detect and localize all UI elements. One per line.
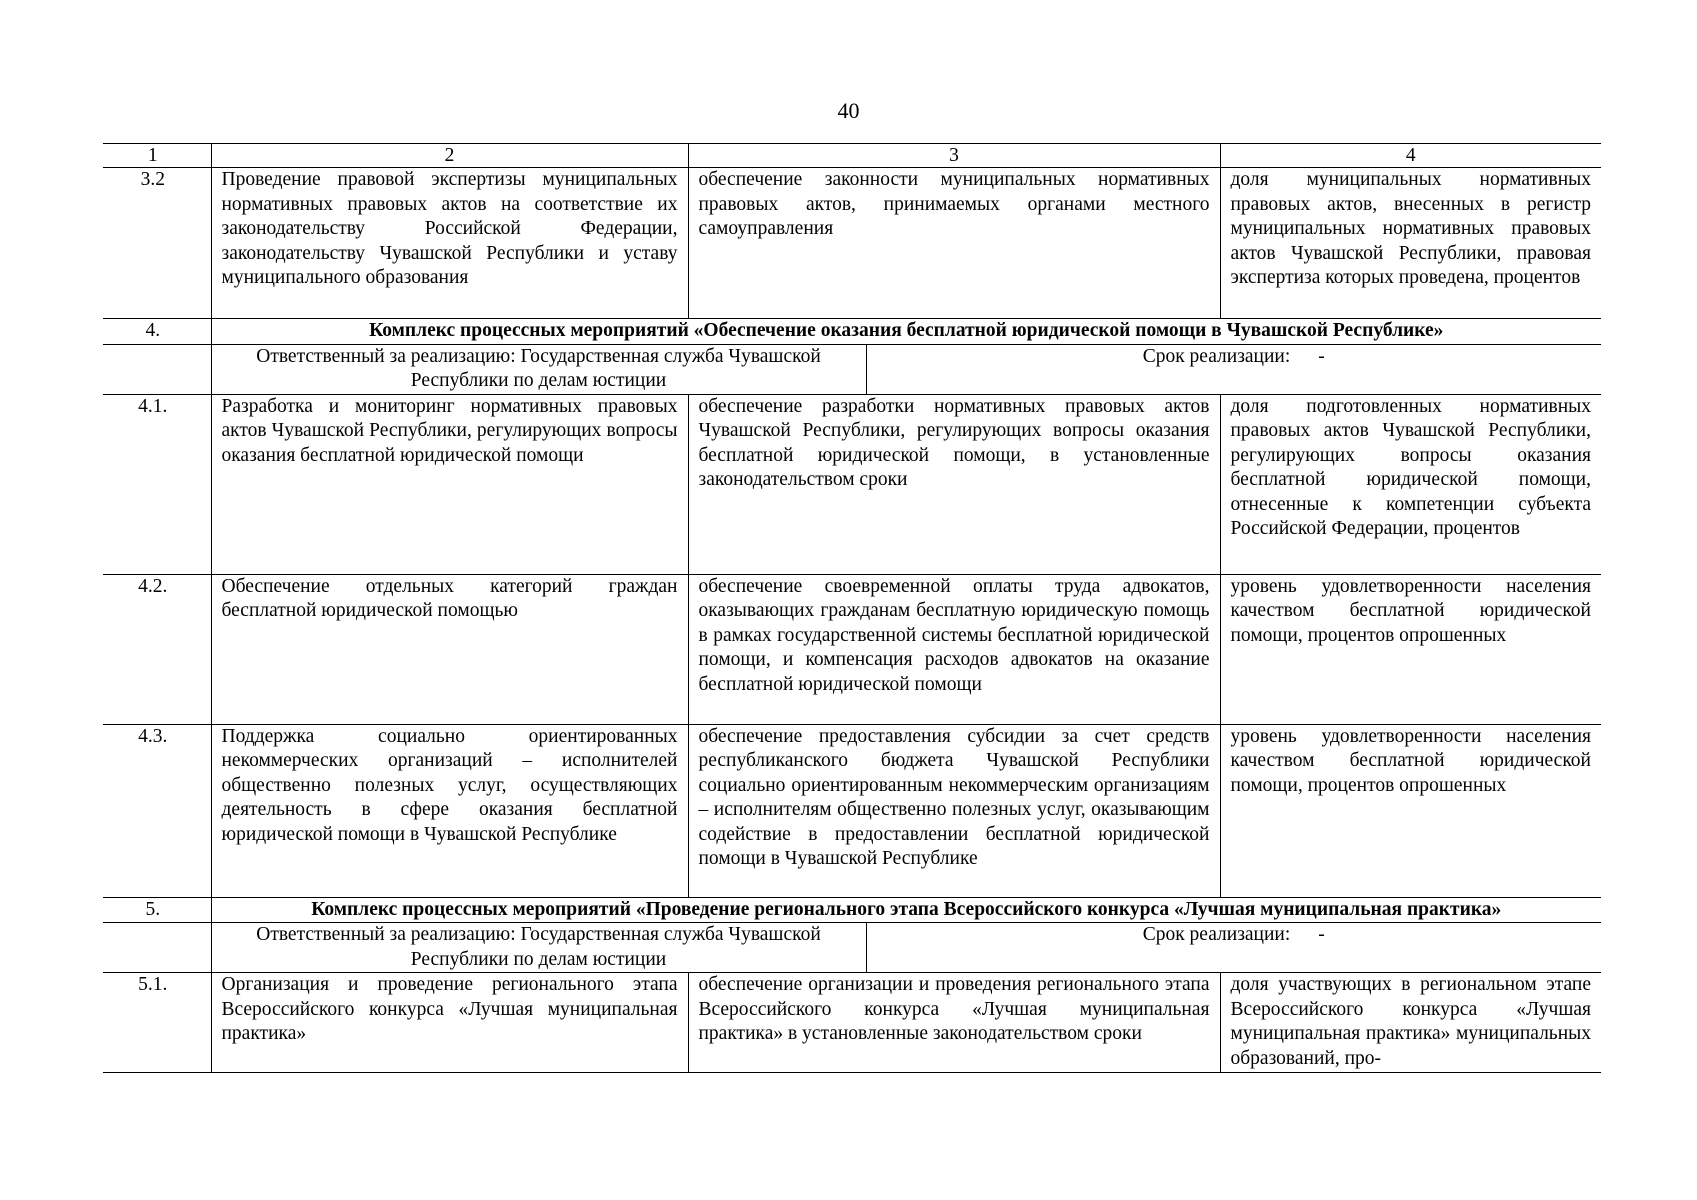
column-header-3: 3 [688, 144, 1220, 168]
column-header-4: 4 [1220, 144, 1601, 168]
row-number: 3.2 [103, 168, 211, 319]
empty-cell [103, 344, 211, 394]
goal-cell: обеспечение разработки нормативных правовых актов Чувашской Республики, регулирующих вопросы оказания бесплатной юридической помощи, в установленные законодательством сроки [688, 394, 1220, 574]
indicator-cell: доля участвующих в региональном этапе Всероссийского конкурса «Лучшая муниципальная практика» муниципальных образований, про- [1220, 973, 1601, 1073]
table-row [103, 724, 1601, 897]
section-title: Комплекс процессных мероприятий «Проведение регионального этапа Всероссийского конкурса «Лучшая муниципальная практика» [211, 897, 1601, 923]
action-cell: Обеспечение отдельных категорий граждан бесплатной юридической помощью [211, 574, 688, 724]
row-number: 4.1. [103, 394, 211, 574]
table-row [103, 394, 1601, 574]
header-row [103, 144, 1601, 168]
section-number: 4. [103, 319, 211, 345]
responsible-text: Ответственный за реализацию: Государственная служба Чувашской Республики по делам юстиции [212, 923, 867, 972]
indicator-cell: доля подготовленных нормативных правовых актов Чувашской Республики, регулирующих вопросы оказания бесплатной юридической помощи, отнесенные к компетенции субъекта Российской Федерации, процентов [1220, 394, 1601, 574]
term-block [867, 345, 1602, 394]
goal-cell: обеспечение законности муниципальных нормативных правовых актов, принимаемых органами местного самоуправления [688, 168, 1220, 319]
page-number: 40 [837, 98, 860, 123]
term-value: - [1318, 345, 1325, 367]
action-cell: Организация и проведение регионального этапа Всероссийского конкурса «Лучшая муниципальная практика» [211, 973, 688, 1073]
action-cell: Проведение правовой экспертизы муниципальных нормативных правовых актов на соответствие их законодательству Российской Федерации, законодательству Чувашской Республики и уставу муниципального образования [211, 168, 688, 319]
term-label: Срок реализации: [1142, 345, 1291, 367]
empty-cell [103, 923, 211, 973]
row-number: 4.2. [103, 574, 211, 724]
measures-table [103, 143, 1601, 1073]
indicator-cell: уровень удовлетворенности населения качеством бесплатной юридической помощи, процентов опрошенных [1220, 574, 1601, 724]
term-label: Срок реализации: [1142, 924, 1291, 945]
table-row [103, 973, 1601, 1073]
responsible-text: Ответственный за реализацию: Государственная служба Чувашской Республики по делам юстиции [212, 345, 867, 394]
responsible-cell [211, 923, 1601, 973]
term-block [867, 923, 1602, 972]
goal-cell: обеспечение своевременной оплаты труда адвокатов, оказывающих гражданам бесплатную юридическую помощь в рамках государственной системы бесплатной юридической помощи, и компенсация расходов адвокатов на оказание бесплатной юридической помощи [688, 574, 1220, 724]
section-title: Комплекс процессных мероприятий «Обеспечение оказания бесплатной юридической помощи в Чувашской Республике» [211, 319, 1601, 345]
goal-cell: обеспечение организации и проведения регионального этапа Всероссийского конкурса «Лучшая муниципальная практика» в установленные законодательством сроки [688, 973, 1220, 1073]
section-5-responsible-row [103, 923, 1601, 973]
section-4-title-row [103, 319, 1601, 345]
table-row [103, 574, 1601, 724]
action-cell: Поддержка социально ориентированных некоммерческих организаций – исполнителей общественно полезных услуг, осуществляющих деятельность в сфере оказания бесплатной юридической помощи в Чувашской Республике [211, 724, 688, 897]
indicator-cell: доля муниципальных нормативных правовых актов, внесенных в регистр муниципальных нормативных правовых актов Чувашской Республики, правовая экспертиза которых проведена, процентов [1220, 168, 1601, 319]
section-number: 5. [103, 897, 211, 923]
row-number: 4.3. [103, 724, 211, 897]
term-value: - [1318, 924, 1325, 945]
section-5-title-row [103, 897, 1601, 923]
section-4-responsible-row [103, 344, 1601, 394]
row-number: 5.1. [103, 973, 211, 1073]
column-header-2: 2 [211, 144, 688, 168]
goal-cell: обеспечение предоставления субсидии за счет средств республиканского бюджета Чувашской Республики социально ориентированным некоммерческим организациям – исполнителям общественно полезных услуг, оказывающим содействие в предоставлении бесплатной юридической помощи в Чувашской Республике [688, 724, 1220, 897]
column-header-1: 1 [103, 144, 211, 168]
indicator-cell: уровень удовлетворенности населения качеством бесплатной юридической помощи, процентов опрошенных [1220, 724, 1601, 897]
action-cell: Разработка и мониторинг нормативных правовых актов Чувашской Республики, регулирующих вопросы оказания бесплатной юридической помощи [211, 394, 688, 574]
table-row [103, 168, 1601, 319]
responsible-cell [211, 344, 1601, 394]
